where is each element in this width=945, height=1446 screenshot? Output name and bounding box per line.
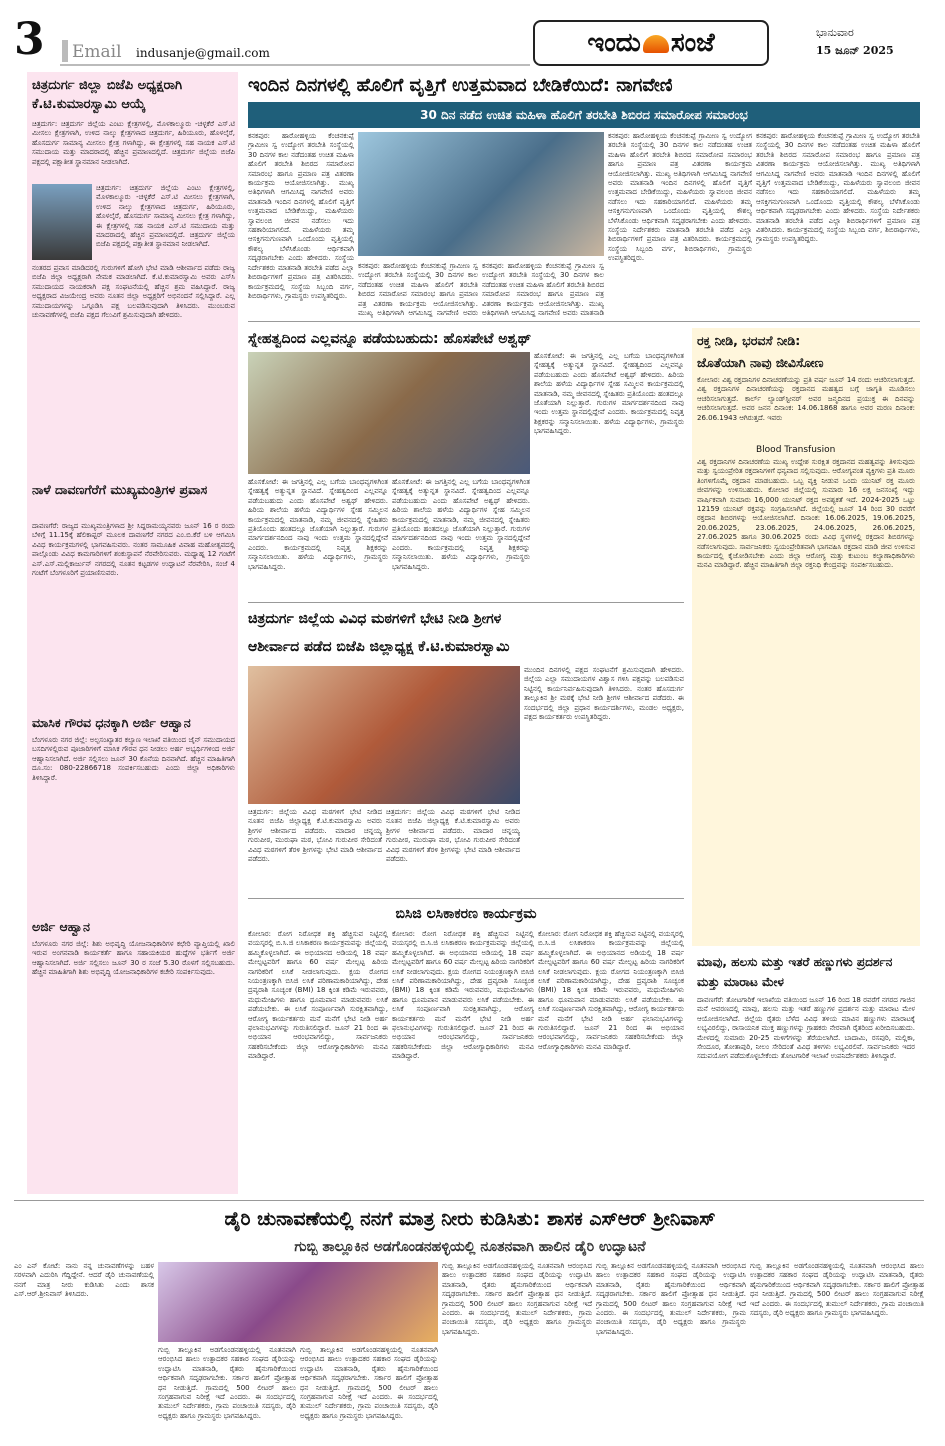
- vaccine-story-title: ಬಿಸಿಜಿ ಲಸಿಕಾಕರಣ ಕಾರ್ಯಕ್ರಮ: [395, 906, 537, 922]
- bottom-story-title: ಡೈರಿ ಚುನಾವಣೆಯಲ್ಲಿ ನನಗೆ ಮಾತ್ರ ನೀರು ಕುಡಿಸಿತು: ಶಾಸಕ ಎಸ್‌ಆರ್ ಶ್ರೀನಿವಾಸ್: [224, 1208, 716, 1230]
- math-story-title-1: ಚಿತ್ರದುರ್ಗ ಜಿಲ್ಲೆಯ ವಿವಿಧ ಮಠಗಳಿಗೆ ಭೇಟಿ ನೀಡಿ ಶ್ರೀಗಳ: [248, 611, 502, 627]
- story4-body: ಬೆಂಗಳೂರು ನಗರ ಜಿಲ್ಲೆ: ಶಿಶು ಅಭಿವೃದ್ಧಿ ಯೋಜನಾಧಿಕಾರಿಗಳ ಕಛೇರಿ ವ್ಯಾಪ್ತಿಯಲ್ಲಿ ಖಾಲಿ ಇರುವ ಅಂಗನವಾಡಿ ಕಾರ್ಯಕರ್ತೆ ಹಾಗೂ ಸಹಾಯಕಿಯರ ಹುದ್ದೆಗಳ ಭರ್ತಿಗೆ ಅರ್ಜಿ ಆಹ್ವಾನಿಸಲಾಗಿದೆ. ಅರ್ಜಿ ಸಲ್ಲಿಸಲು ಜೂನ್ 30 ರ ಸಂಜೆ 5.30 ರೊಳಗೆ ಸಲ್ಲಿಸಬಹುದು. ಹೆಚ್ಚಿನ ಮಾಹಿತಿಗಾಗಿ ಶಿಶು ಅಭಿವೃದ್ಧಿ ಯೋಜನಾಧಿಕಾರಿಗಳ ಕಚೇರಿ ಸಂಪರ್ಕಿಸುವುದು.: [32, 940, 235, 977]
- story1-body-side: ಚಿತ್ರದುರ್ಗ: ಚಿತ್ರದುರ್ಗ ಜಿಲ್ಲೆಯ ಎಂಟು ಕ್ಷೇತ್ರಗಳಲ್ಲಿ, ಮೊಳಕಾಲ್ಮೂರು -ಚಳ್ಳಕೆರೆ ಎಸ್.ಟಿ ಮೀಸಲು ಕ್ಷೇತ್ರಗಳಾಗಿ, ಉಳಿದ ನಾಲ್ಕು ಕ್ಷೇತ್ರಗಳಾದ ಚಿತ್ರದುರ್ಗ, ಹಿರಿಯೂರು, ಹೊಳಲ್ಕೆರೆ, ಹೊಸದುರ್ಗ ಸಾಮಾನ್ಯ ಮೀಸಲು ಕ್ಷೇತ್ರ ಗಳಾಗಿದ್ದು, ಈ ಕ್ಷೇತ್ರಗಳಲ್ಲಿ ಸಹ ನಾಯಕ ಎಸ್.ಟಿ ಸಮುದಾಯ ಮತ್ತು ಮಾದರಾದಲ್ಲಿ ಹೆಚ್ಚಿನ ಪ್ರಮಾಣದಲ್ಲಿದೆ. ಚಿತ್ರದುರ್ಗ ಜಿಲ್ಲೆಯ ಬಿಜೆಪಿ ಪಕ್ಷದಲ್ಲಿ ಪಕ್ಷಾತೀತ ಸ್ಥಾನಮಾನ ನೀಡಲಾಗಿದೆ.: [96, 184, 235, 249]
- masthead-right: ಸಂಜೆ: [670, 28, 715, 58]
- math-story-rule: [248, 602, 684, 603]
- header-rule: [60, 64, 530, 66]
- math-story-col2: ಚಿತ್ರದುರ್ಗ: ಜಿಲ್ಲೆಯ ವಿವಿಧ ಮಠಗಳಿಗೆ ಭೇಟಿ ನೀಡಿದ ನೂತನ ಬಿಜೆಪಿ ಜಿಲ್ಲಾಧ್ಯಕ್ಷ ಕೆ.ಟಿ.ಕುಮಾರಸ್ವಾಮಿ ಅವರು ಶ್ರೀಗಳ ಆಶೀರ್ವಾದ ಪಡೆದರು. ಮಾದಾರ ಚನ್ನಯ್ಯ ಗುರುಪೀಠ, ಮುರುಘಾ ಮಠ, ಭೋವಿ ಗುರುಪೀಠ ಸೇರಿದಂತೆ ವಿವಿಧ ಮಠಗಳಿಗೆ ತೆರಳಿ ಶ್ರೀಗಳನ್ನು ಭೇಟಿ ಮಾಡಿ ಆಶೀರ್ವಾದ ಪಡೆದರು.: [386, 808, 520, 864]
- blood-story-title-2: ಜೊತೆಯಾಗಿ ನಾವು ಜೀವಿಸೋಣ: [697, 355, 824, 370]
- story1-title: ಚಿತ್ರದುರ್ಗ ಜಿಲ್ಲಾ ಬಿಜೆಪಿ ಅಧ್ಯಕ್ಷರಾಗಿ ಕೆ.ಟಿ.ಕುಮಾರಸ್ವಾಮಿ ಆಯ್ಕೆ: [32, 78, 183, 112]
- mid-story-col2: ಹೊಸಕೋಟೆ: ಈ ಜಗತ್ತಿನಲ್ಲಿ ಎಲ್ಲ ಬಗೆಯ ಬಾಂಧವ್ಯಗಳಿಗಿಂತ ಸ್ನೇಹತ್ವಕ್ಕೆ ಅತ್ಯುನ್ನತ ಸ್ಥಾನವಿದೆ. ಸ್ನೇಹತ್ವದಿಂದ ಎಲ್ಲವನ್ನೂ ಪಡೆಯಬಹುದು ಎಂದು ಹೊಸಪೇಟೆ ಅಶ್ವಥ್ ಹೇಳಿದರು. ಹಿರಿಯ ಶಾಲೆಯ ಹಳೆಯ ವಿದ್ಯಾರ್ಥಿಗಳ ಸ್ನೇಹ ಸಮ್ಮಿಲನ ಕಾರ್ಯಕ್ರಮದಲ್ಲಿ ಮಾತನಾಡಿ, ನಮ್ಮ ಜೀವನದಲ್ಲಿ ಸ್ನೇಹಿತರು ಪ್ರತಿಯೊಂದು ಹಂತದಲ್ಲೂ ಜೊತೆಯಾಗಿ ನಿಲ್ಲುತ್ತಾರೆ. ಗುರುಗಳ ಮಾರ್ಗದರ್ಶನದಿಂದ ನಾವು ಇಂದು ಉತ್ತಮ ಸ್ಥಾನದಲ್ಲಿದ್ದೇವೆ ಎಂದರು. ಕಾರ್ಯಕ್ರಮದಲ್ಲಿ ನಿವೃತ್ತ ಶಿಕ್ಷಕರನ್ನು ಸನ್ಮಾನಿಸಲಾಯಿತು. ಹಳೆಯ ವಿದ್ಯಾರ್ಥಿಗಳು, ಗ್ರಾಮಸ್ಥರು ಭಾಗವಹಿಸಿದ್ದರು.: [392, 478, 530, 571]
- mid-story-col1: ಹೊಸಕೋಟೆ: ಈ ಜಗತ್ತಿನಲ್ಲಿ ಎಲ್ಲ ಬಗೆಯ ಬಾಂಧವ್ಯಗಳಿಗಿಂತ ಸ್ನೇಹತ್ವಕ್ಕೆ ಅತ್ಯುನ್ನತ ಸ್ಥಾನವಿದೆ. ಸ್ನೇಹತ್ವದಿಂದ ಎಲ್ಲವನ್ನೂ ಪಡೆಯಬಹುದು ಎಂದು ಹೊಸಪೇಟೆ ಅಶ್ವಥ್ ಹೇಳಿದರು. ಹಿರಿಯ ಶಾಲೆಯ ಹಳೆಯ ವಿದ್ಯಾರ್ಥಿಗಳ ಸ್ನೇಹ ಸಮ್ಮಿಲನ ಕಾರ್ಯಕ್ರಮದಲ್ಲಿ ಮಾತನಾಡಿ, ನಮ್ಮ ಜೀವನದಲ್ಲಿ ಸ್ನೇಹಿತರು ಪ್ರತಿಯೊಂದು ಹಂತದಲ್ಲೂ ಜೊತೆಯಾಗಿ ನಿಲ್ಲುತ್ತಾರೆ. ಗುರುಗಳ ಮಾರ್ಗದರ್ಶನದಿಂದ ನಾವು ಇಂದು ಉತ್ತಮ ಸ್ಥಾನದಲ್ಲಿದ್ದೇವೆ ಎಂದರು. ಕಾರ್ಯಕ್ರಮದಲ್ಲಿ ನಿವೃತ್ತ ಶಿಕ್ಷಕರನ್ನು ಸನ್ಮಾನಿಸಲಾಯಿತು. ಹಳೆಯ ವಿದ್ಯಾರ್ಥಿಗಳು, ಗ್ರಾಮಸ್ಥರು ಭಾಗವಹಿಸಿದ್ದರು.: [248, 478, 388, 571]
- bottom-story-col6: ಗುಬ್ಬಿ ತಾಲ್ಲೂಕಿನ ಅಡಗೊಂಡನಹಳ್ಳಿಯಲ್ಲಿ ನೂತನವಾಗಿ ಆರಂಭಿಸಿದ ಹಾಲು ಉತ್ಪಾದಕರ ಸಹಕಾರ ಸಂಘದ ಡೈರಿಯನ್ನು ಉದ್ಘಾಟಿಸಿ ಮಾತನಾಡಿ, ರೈತರು ಹೈನುಗಾರಿಕೆಯಿಂದ ಆರ್ಥಿಕವಾಗಿ ಸದೃಢರಾಗಬೇಕು. ಸರ್ಕಾರ ಹಾಲಿಗೆ ಪ್ರೋತ್ಸಾಹ ಧನ ನೀಡುತ್ತಿದೆ. ಗ್ರಾಮದಲ್ಲಿ 500 ಲೀಟರ್ ಹಾಲು ಸಂಗ್ರಹವಾಗುವ ನಿರೀಕ್ಷೆ ಇದೆ ಎಂದರು. ಈ ಸಂದರ್ಭದಲ್ಲಿ ತುಮುಲ್ ನಿರ್ದೇಶಕರು, ಗ್ರಾಮ ಪಂಚಾಯಿತಿ ಸದಸ್ಯರು, ಡೈರಿ ಅಧ್ಯಕ್ಷರು ಹಾಗೂ ಗ್ರಾಮಸ್ಥರು ಭಾಗವಹಿಸಿದ್ದರು.: [750, 1262, 924, 1318]
- bottom-story-col1: ಎಂ ಎನ್ ಕೋಟೆ: ನಾನು ನನ್ನ ಚುನಾವಣೆಗಳನ್ನು ಬಹಳ ಸರಳವಾಗಿ ಎದುರಿಸಿ ಗೆದ್ದಿದ್ದೇನೆ. ಆದರೆ ಡೈರಿ ಚುನಾವಣೆಯಲ್ಲಿ ನನಗೆ ಮಾತ್ರ ನೀರು ಕುಡಿಸಿತು ಎಂದು ಶಾಸಕ ಎಸ್.ಆರ್.ಶ್ರೀನಿವಾಸ್ ತಿಳಿಸಿದರು.: [14, 1262, 154, 1299]
- vaccine-story-rule: [248, 898, 684, 899]
- blood-story-body: ವಿಶ್ವ ರಕ್ತದಾನಿಗಳ ದಿನಾಚರಣೆಯ ಮುಖ್ಯ ಉದ್ದೇಶ ಸುರಕ್ಷಿತ ರಕ್ತದಾನದ ಮಹತ್ವವನ್ನು ತಿಳಿಸುವುದು ಮತ್ತು ಸ್ವಯಂಪ್ರೇರಿತ ರಕ್ತದಾನಿಗಳಿಗೆ ಧನ್ಯವಾದ ಸಲ್ಲಿಸುವುದು. ಆರೋಗ್ಯವಂತ ವ್ಯಕ್ತಿಗಳು ಪ್ರತಿ ಮೂರು ತಿಂಗಳಿಗೊಮ್ಮೆ ರಕ್ತದಾನ ಮಾಡಬಹುದು. ಒಬ್ಬ ವ್ಯಕ್ತಿ ನೀಡುವ ಒಂದು ಯುನಿಟ್ ರಕ್ತ ಮೂರು ಜೀವಗಳನ್ನು ಉಳಿಸಬಹುದು. ಕೋಲಾರ ಜಿಲ್ಲೆಯಲ್ಲಿ ಸುಮಾರು 16 ಲಕ್ಷ ಜನಸಂಖ್ಯೆ ಇದ್ದು ವಾರ್ಷಿಕವಾಗಿ ಸುಮಾರು 16,000 ಯುನಿಟ್ ರಕ್ತದ ಅವಶ್ಯಕತೆ ಇದೆ. 2024-2025 ಒಟ್ಟು 12159 ಯುನಿಟ್ ರಕ್ತವನ್ನು ಸಂಗ್ರಹಿಸಲಾಗಿದೆ. ಜಿಲ್ಲೆಯಲ್ಲಿ ಜೂನ್ 14 ರಿಂದ 30 ರವರೆಗೆ ರಕ್ತದಾನ ಶಿಬಿರಗಳನ್ನು ಆಯೋಜಿಸಲಾಗಿದೆ. ದಿನಾಂಕ: 16.06.2025, 19.06.2025, 20.06.2025, 23.06.2025, 24.06.2025, 26.06.2025, 27.06.2025 ಹಾಗೂ 30.06.2025 ರಂದು ವಿವಿಧ ಸ್ಥಳಗಳಲ್ಲಿ ರಕ್ತದಾನ ಶಿಬಿರಗಳನ್ನು ನಡೆಸಲಾಗುವುದು. ಸಾರ್ವಜನಿಕರು ಸ್ವಯಂಪ್ರೇರಿತವಾಗಿ ಭಾಗವಹಿಸಿ ರಕ್ತದಾನ ಮಾಡಿ ಜೀವ ಉಳಿಸುವ ಕಾರ್ಯದಲ್ಲಿ ಕೈಜೋಡಿಸಬೇಕು ಎಂದು ಜಿಲ್ಲಾ ಆರೋಗ್ಯ ಮತ್ತು ಕುಟುಂಬ ಕಲ್ಯಾಣಾಧಿಕಾರಿಗಳು ಮನವಿ ಮಾಡಿದ್ದಾರೆ. ಹೆಚ್ಚಿನ ಮಾಹಿತಿಗಾಗಿ ಜಿಲ್ಲಾ ರಕ್ತನಿಧಿ ಕೇಂದ್ರವನ್ನು ಸಂಪರ್ಕಿಸಬಹುದು.: [697, 458, 915, 570]
- blood-transfusion-label: Blood Transfusion: [756, 445, 836, 455]
- top-story-title: ಇಂದಿನ ದಿನಗಳಲ್ಲಿ ಹೊಲಿಗೆ ವೃತ್ತಿಗೆ ಉತ್ತಮವಾದ ಬೇಡಿಕೆಯಿದೆ: ನಾಗವೇಣಿ: [248, 75, 673, 96]
- top-story-col1: ಕನಕಪುರ: ಹಾರೋಹಳ್ಳಿಯ ಕೆಂಚನಕುಪ್ಪೆ ಗ್ರಾಮೀಣ ಸ್ವ ಉದ್ಯೋಗ ತರಬೇತಿ ಸಂಸ್ಥೆಯಲ್ಲಿ 30 ದಿನಗಳ ಕಾಲ ನಡೆದಂತಹ ಉಚಿತ ಮಹಿಳಾ ಹೊಲಿಗೆ ತರಬೇತಿ ಶಿಬಿರದ ಸಮಾರೋಪ ಸಮಾರಂಭ ಹಾಗೂ ಪ್ರಮಾಣ ಪತ್ರ ವಿತರಣಾ ಕಾರ್ಯಕ್ರಮ ಆಯೋಜಿಸಲಾಗಿತ್ತು. ಮುಖ್ಯ ಅತಿಥಿಗಳಾಗಿ ಆಗಮಿಸಿದ್ದ ನಾಗವೇಣಿ ಅವರು ಮಾತನಾಡಿ ಇಂದಿನ ದಿನಗಳಲ್ಲಿ ಹೊಲಿಗೆ ವೃತ್ತಿಗೆ ಉತ್ತಮವಾದ ಬೇಡಿಕೆಯಿದ್ದು, ಮಹಿಳೆಯರು ಸ್ವಾವಲಂಬಿ ಜೀವನ ನಡೆಸಲು ಇದು ಸಹಕಾರಿಯಾಗಲಿದೆ. ಮಹಿಳೆಯರು ತಮ್ಮ ಆಸಕ್ತಿಗನುಗುಣವಾಗಿ ಒಂದೊಂದು ವೃತ್ತಿಯಲ್ಲಿ ಕೌಶಲ್ಯ ಬೆಳೆಸಿಕೊಂಡು ಆರ್ಥಿಕವಾಗಿ ಸದೃಢರಾಗಬೇಕು ಎಂದು ಹೇಳಿದರು. ಸಂಸ್ಥೆಯ ನಿರ್ದೇಶಕರು ಮಾತನಾಡಿ ತರಬೇತಿ ಪಡೆದ ಎಲ್ಲಾ ಶಿಬಿರಾರ್ಥಿಗಳಿಗೆ ಪ್ರಮಾಣ ಪತ್ರ ವಿತರಿಸಿದರು. ಕಾರ್ಯಕ್ರಮದಲ್ಲಿ ಸಂಸ್ಥೆಯ ಸಿಬ್ಬಂದಿ ವರ್ಗ, ಶಿಬಿರಾರ್ಥಿಗಳು, ಗ್ರಾಮಸ್ಥರು ಉಪಸ್ಥಿತರಿದ್ದರು.: [248, 132, 354, 300]
- top-story-col2: ಕನಕಪುರ: ಹಾರೋಹಳ್ಳಿಯ ಕೆಂಚನಕುಪ್ಪೆ ಗ್ರಾಮೀಣ ಸ್ವ ಉದ್ಯೋಗ ತರಬೇತಿ ಸಂಸ್ಥೆಯಲ್ಲಿ 30 ದಿನಗಳ ಕಾಲ ನಡೆದಂತಹ ಉಚಿತ ಮಹಿಳಾ ಹೊಲಿಗೆ ತರಬೇತಿ ಶಿಬಿರದ ಸಮಾರೋಪ ಸಮಾರಂಭ ಹಾಗೂ ಪ್ರಮಾಣ ಪತ್ರ ವಿತರಣಾ ಕಾರ್ಯಕ್ರಮ ಆಯೋಜಿಸಲಾಗಿತ್ತು. ಮುಖ್ಯ ಅತಿಥಿಗಳಾಗಿ ಆಗಮಿಸಿದ್ದ ನಾಗವೇಣಿ ಅವರು: [358, 262, 478, 318]
- sun-logo-icon: [643, 35, 669, 53]
- story1-portrait-photo: [32, 184, 92, 260]
- bottom-story-subtitle: ಗುಬ್ಬಿ ತಾಲ್ಲೂಕಿನ ಅಡಗೊಂಡನಹಳ್ಳಿಯಲ್ಲಿ ನೂತನವಾಗಿ ಹಾಲಿನ ಡೈರಿ ಉದ್ಘಾಟನೆ: [294, 1239, 646, 1255]
- story2-body: ದಾವಣಗೆರೆ: ರಾಜ್ಯದ ಮುಖ್ಯಮಂತ್ರಿಗಳಾದ ಶ್ರೀ ಸಿದ್ದರಾಮಯ್ಯನವರು ಜೂನ್ 16 ರ ರಂದು ಬೆಳಿಗ್ಗೆ 11.15ಕ್ಕೆ ಹೆಲಿಕಾಪ್ಟರ್ ಮೂಲಕ ದಾವಣಗೆರೆ ನಗರದ ಎಂ.ಬಿ.ಕೆರೆ ಬಳಿ ಆಗಮಿಸಿ ವಿವಿಧ ಕಾರ್ಯಕ್ರಮಗಳಲ್ಲಿ ಭಾಗವಹಿಸುವರು. ನಂತರ ಸಾಮೂಹಿಕ ವಿವಾಹ ಮಹೋತ್ಸವದಲ್ಲಿ ಪಾಲ್ಗೊಂಡು ವಿವಿಧ ಕಾಮಗಾರಿಗಳಿಗೆ ಶಂಕುಸ್ಥಾಪನೆ ನೆರವೇರಿಸುವರು. ಮಧ್ಯಾಹ್ನ 12 ಗಂಟೆಗೆ ಎಸ್.ಎಸ್.ಮಲ್ಲಿಕಾರ್ಜುನ್ ನಗರದಲ್ಲಿ ನೂತನ ಕಟ್ಟಡಗಳ ಉದ್ಘಾಟನೆ ನೆರವೇರಿಸಿ, ಸಂಜೆ 4 ಗಂಟೆಗೆ ಬೆಂಗಳೂರಿಗೆ ಪ್ರಯಾಣಿಸುವರು.: [32, 522, 235, 578]
- bottom-story-photo: [158, 1262, 438, 1342]
- story2-title: ನಾಳೆ ದಾವಣಗೆರೆಗೆ ಮುಖ್ಯಮಂತ್ರಿಗಳ ಪ್ರವಾಸ: [32, 482, 208, 497]
- email-label: Email: [72, 42, 122, 62]
- top-story-rule: [248, 321, 920, 322]
- page-number: 3: [14, 18, 45, 65]
- masthead: [533, 20, 769, 66]
- blood-story-intro: ಕೋಲಾರ: ವಿಶ್ವ ರಕ್ತದಾನಿಗಳ ದಿನಾಚರಣೆಯನ್ನು ಪ್ರತಿ ವರ್ಷ ಜೂನ್ 14 ರಂದು ಆಚರಿಸಲಾಗುತ್ತದೆ. ವಿಶ್ವ ರಕ್ತದಾನಿಗಳ ದಿನಾಚರಣೆಯನ್ನು ರಕ್ತದಾನದ ಮಹತ್ವದ ಬಗ್ಗೆ ಜಾಗೃತಿ ಮೂಡಿಸಲು ಆಚರಿಸಲಾಗುತ್ತದೆ. ಕಾರ್ಲ್ ಲ್ಯಾಂಡ್‌ಸ್ಟೀನರ್ ಅವರ ಜನ್ಮದಿನದ ಪ್ರಯುಕ್ತ ಈ ದಿನವನ್ನು ಆಚರಿಸಲಾಗುತ್ತದೆ. ಅವರ ಜನನ ದಿನಾಂಕ: 14.06.1868 ಹಾಗೂ ಅವರ ಮರಣ ದಿನಾಂಕ: 26.06.1943 ಆಗಿರುತ್ತದೆ. ಇವರು: [697, 376, 915, 422]
- vaccine-story-col2: ಕೋಲಾರ: ರೋಗ ನಿರೋಧಕ ಶಕ್ತಿ ಹೆಚ್ಚಿಸುವ ನಿಟ್ಟಿನಲ್ಲಿ ವಯಸ್ಕರಲ್ಲಿ ಬಿ.ಸಿ.ಜಿ ಲಸಿಕಾಕರಣ ಕಾರ್ಯಕ್ರಮವನ್ನು ಜಿಲ್ಲೆಯಲ್ಲಿ ಹಮ್ಮಿಕೊಳ್ಳಲಾಗಿದೆ. ಈ ಅಭಿಯಾನದ ಅಡಿಯಲ್ಲಿ 18 ವರ್ಷ ಮೇಲ್ಪಟ್ಟವರಿಗೆ ಹಾಗೂ 60 ವರ್ಷ ಮೇಲ್ಪಟ್ಟ ಹಿರಿಯ ನಾಗರಿಕರಿಗೆ ಲಸಿಕೆ ನೀಡಲಾಗುವುದು. ಕ್ಷಯ ರೋಗದ ನಿಯಂತ್ರಣಕ್ಕಾಗಿ ಬಿಸಿಜಿ ಲಸಿಕೆ ಪರಿಣಾಮಕಾರಿಯಾಗಿದ್ದು, ದೇಹ ದ್ರವ್ಯರಾಶಿ ಸೂಚ್ಯಂಕ (BMI) 18 ಕ್ಕಿಂತ ಕಡಿಮೆ ಇರುವವರು, ಮಧುಮೇಹಿಗಳು ಹಾಗೂ ಧೂಮಪಾನ ಮಾಡುವವರು ಲಸಿಕೆ ಪಡೆಯಬೇಕು. ಈ ಲಸಿಕೆ ಸಂಪೂರ್ಣವಾಗಿ ಸುರಕ್ಷಿತವಾಗಿದ್ದು, ಆರೋಗ್ಯ ಕಾರ್ಯಕರ್ತರು ಮನೆ ಮನೆಗೆ ಭೇಟಿ ನೀಡಿ ಅರ್ಹ ಫಲಾನುಭವಿಗಳನ್ನು ಗುರುತಿಸಲಿದ್ದಾರೆ. ಜೂನ್ 21 ರಿಂದ ಈ ಅಭಿಯಾನ ಆರಂಭವಾಗಲಿದ್ದು, ಸಾರ್ವಜನಿಕರು ಸಹಕರಿಸಬೇಕೆಂದು ಜಿಲ್ಲಾ ಆರೋಗ್ಯಾಧಿಕಾರಿಗಳು ಮನವಿ ಮಾಡಿದ್ದಾರೆ.: [392, 930, 534, 1061]
- vaccine-story-col1: ಕೋಲಾರ: ರೋಗ ನಿರೋಧಕ ಶಕ್ತಿ ಹೆಚ್ಚಿಸುವ ನಿಟ್ಟಿನಲ್ಲಿ ವಯಸ್ಕರಲ್ಲಿ ಬಿ.ಸಿ.ಜಿ ಲಸಿಕಾಕರಣ ಕಾರ್ಯಕ್ರಮವನ್ನು ಜಿಲ್ಲೆಯಲ್ಲಿ ಹಮ್ಮಿಕೊಳ್ಳಲಾಗಿದೆ. ಈ ಅಭಿಯಾನದ ಅಡಿಯಲ್ಲಿ 18 ವರ್ಷ ಮೇಲ್ಪಟ್ಟವರಿಗೆ ಹಾಗೂ 60 ವರ್ಷ ಮೇಲ್ಪಟ್ಟ ಹಿರಿಯ ನಾಗರಿಕರಿಗೆ ಲಸಿಕೆ ನೀಡಲಾಗುವುದು. ಕ್ಷಯ ರೋಗದ ನಿಯಂತ್ರಣಕ್ಕಾಗಿ ಬಿಸಿಜಿ ಲಸಿಕೆ ಪರಿಣಾಮಕಾರಿಯಾಗಿದ್ದು, ದೇಹ ದ್ರವ್ಯರಾಶಿ ಸೂಚ್ಯಂಕ (BMI) 18 ಕ್ಕಿಂತ ಕಡಿಮೆ ಇರುವವರು, ಮಧುಮೇಹಿಗಳು ಹಾಗೂ ಧೂಮಪಾನ ಮಾಡುವವರು ಲಸಿಕೆ ಪಡೆಯಬೇಕು. ಈ ಲಸಿಕೆ ಸಂಪೂರ್ಣವಾಗಿ ಸುರಕ್ಷಿತವಾಗಿದ್ದು, ಆರೋಗ್ಯ ಕಾರ್ಯಕರ್ತರು ಮನೆ ಮನೆಗೆ ಭೇಟಿ ನೀಡಿ ಅರ್ಹ ಫಲಾನುಭವಿಗಳನ್ನು ಗುರುತಿಸಲಿದ್ದಾರೆ. ಜೂನ್ 21 ರಿಂದ ಈ ಅಭಿಯಾನ ಆರಂಭವಾಗಲಿದ್ದು, ಸಾರ್ವಜನಿಕರು ಸಹಕರಿಸಬೇಕೆಂದು ಜಿಲ್ಲಾ ಆರೋಗ್ಯಾಧಿಕಾರಿಗಳು ಮನವಿ ಮಾಡಿದ್ದಾರೆ.: [248, 930, 388, 1061]
- top-story-subtitle: 30 ದಿನ ನಡೆದ ಉಚಿತ ಮಹಿಳಾ ಹೊಲಿಗೆ ತರಬೇತಿ ಶಿಬಿರದ ಸಮಾರೋಪ ಸಮಾರಂಭ: [248, 102, 920, 128]
- math-story-title-2: ಆಶೀರ್ವಾದ ಪಡೆದ ಬಿಜೆಪಿ ಜಿಲ್ಲಾಧ್ಯಕ್ಷ ಕೆ.ಟಿ.ಕುಮಾರಸ್ವಾಮಿ: [248, 639, 510, 655]
- masthead-left: ಇಂದು: [587, 28, 641, 58]
- top-story-photo: [358, 132, 604, 256]
- bottom-story-col2: ಗುಬ್ಬಿ ತಾಲ್ಲೂಕಿನ ಅಡಗೊಂಡನಹಳ್ಳಿಯಲ್ಲಿ ನೂತನವಾಗಿ ಆರಂಭಿಸಿದ ಹಾಲು ಉತ್ಪಾದಕರ ಸಹಕಾರ ಸಂಘದ ಡೈರಿಯನ್ನು ಉದ್ಘಾಟಿಸಿ ಮಾತನಾಡಿ, ರೈತರು ಹೈನುಗಾರಿಕೆಯಿಂದ ಆರ್ಥಿಕವಾಗಿ ಸದೃಢರಾಗಬೇಕು. ಸರ್ಕಾರ ಹಾಲಿಗೆ ಪ್ರೋತ್ಸಾಹ ಧನ ನೀಡುತ್ತಿದೆ. ಗ್ರಾಮದಲ್ಲಿ 500 ಲೀಟರ್ ಹಾಲು ಸಂಗ್ರಹವಾಗುವ ನಿರೀಕ್ಷೆ ಇದೆ ಎಂದರು. ಈ ಸಂದರ್ಭದಲ್ಲಿ ತುಮುಲ್ ನಿರ್ದೇಶಕರು, ಗ್ರಾಮ ಪಂಚಾಯಿತಿ ಸದಸ್ಯರು, ಡೈರಿ ಅಧ್ಯಕ್ಷರು ಹಾಗೂ ಗ್ರಾಮಸ್ಥರು ಭಾಗವಹಿಸಿದ್ದರು.: [158, 1346, 296, 1420]
- story1-body: ನಂತರದ ಪ್ರವಾಸ ಮಾಡಿದರಲ್ಲಿ ಗುರುಗಳಿಗೆ ಹೋಗಿ ಭೇಟಿ ಮಾಡಿ ಆಶೀರ್ವಾದ ಪಡೆದು ರಾಜ್ಯ ಬಿಜೆಪಿ ಜಿಲ್ಲಾ ಅಧ್ಯಕ್ಷರಾಗಿ ನೇಮಕ ಮಾಡಲಾಗಿದೆ. ಕೆ.ಟಿ.ಕುಮಾರಸ್ವಾಮಿ ಅವರು ಎಸ್‌ಸಿ ಸಮುದಾಯದ ನಾಯಕರಾಗಿ ಪಕ್ಷ ಸಂಘಟನೆಯಲ್ಲಿ ಹೆಚ್ಚಿನ ಶ್ರಮ ವಹಿಸಿದ್ದಾರೆ. ರಾಜ್ಯ ಅಧ್ಯಕ್ಷರಾದ ವಿಜಯೇಂದ್ರ ಅವರು ನೂತನ ಜಿಲ್ಲಾ ಅಧ್ಯಕ್ಷರಿಗೆ ಅಭಿನಂದನೆ ಸಲ್ಲಿಸಿದ್ದಾರೆ. ಎಲ್ಲ ಸಮುದಾಯಗಳನ್ನು ಒಗ್ಗೂಡಿಸಿ ಪಕ್ಷ ಬಲಪಡಿಸುವುದಾಗಿ ತಿಳಿಸಿದರು. ಮುಂಬರುವ ಚುನಾವಣೆಗಳಲ್ಲಿ ಬಿಜೆಪಿ ಪಕ್ಷದ ಗೆಲುವಿಗೆ ಶ್ರಮಿಸುವುದಾಗಿ ಹೇಳಿದರು.: [32, 264, 235, 320]
- email-link[interactable]: indusanje@gmail.com: [136, 46, 270, 60]
- top-story-col4: ಕನಕಪುರ: ಹಾರೋಹಳ್ಳಿಯ ಕೆಂಚನಕುಪ್ಪೆ ಗ್ರಾಮೀಣ ಸ್ವ ಉದ್ಯೋಗ ತರಬೇತಿ ಸಂಸ್ಥೆಯಲ್ಲಿ 30 ದಿನಗಳ ಕಾಲ ನಡೆದಂತಹ ಉಚಿತ ಮಹಿಳಾ ಹೊಲಿಗೆ ತರಬೇತಿ ಶಿಬಿರದ ಸಮಾರೋಪ ಸಮಾರಂಭ ಹಾಗೂ ಪ್ರಮಾಣ ಪತ್ರ ವಿತರಣಾ ಕಾರ್ಯಕ್ರಮ ಆಯೋಜಿಸಲಾಗಿತ್ತು. ಮುಖ್ಯ ಅತಿಥಿಗಳಾಗಿ ಆಗಮಿಸಿದ್ದ ನಾಗವೇಣಿ ಅವರು ಮಾತನಾಡಿ ಇಂದಿನ ದಿನಗಳಲ್ಲಿ ಹೊಲಿಗೆ ವೃತ್ತಿಗೆ ಉತ್ತಮವಾದ ಬೇಡಿಕೆಯಿದ್ದು, ಮಹಿಳೆಯರು ಸ್ವಾವಲಂಬಿ ಜೀವನ ನಡೆಸಲು ಇದು ಸಹಕಾರಿಯಾಗಲಿದೆ. ಮಹಿಳೆಯರು ತಮ್ಮ ಆಸಕ್ತಿಗನುಗುಣವಾಗಿ ಒಂದೊಂದು ವೃತ್ತಿಯಲ್ಲಿ ಕೌಶಲ್ಯ ಬೆಳೆಸಿಕೊಂಡು ಆರ್ಥಿಕವಾಗಿ ಸದೃಢರಾಗಬೇಕು ಎಂದು ಹೇಳಿದರು. ಸಂಸ್ಥೆಯ ನಿರ್ದೇಶಕರು ಮಾತನಾಡಿ ತರಬೇತಿ ಪಡೆದ ಎಲ್ಲಾ ಶಿಬಿರಾರ್ಥಿಗಳಿಗೆ ಪ್ರಮಾಣ ಪತ್ರ ವಿತರಿಸಿದರು. ಕಾರ್ಯಕ್ರಮದಲ್ಲಿ ಸಂಸ್ಥೆಯ ಸಿಬ್ಬಂದಿ ವರ್ಗ, ಶಿಬಿರಾರ್ಥಿಗಳು, ಗ್ರಾಮಸ್ಥರು ಉಪಸ್ಥಿತರಿದ್ದರು.: [608, 132, 752, 263]
- mid-story-photo: [248, 352, 530, 474]
- bottom-story-col5: ಗುಬ್ಬಿ ತಾಲ್ಲೂಕಿನ ಅಡಗೊಂಡನಹಳ್ಳಿಯಲ್ಲಿ ನೂತನವಾಗಿ ಆರಂಭಿಸಿದ ಹಾಲು ಉತ್ಪಾದಕರ ಸಹಕಾರ ಸಂಘದ ಡೈರಿಯನ್ನು ಉದ್ಘಾಟಿಸಿ ಮಾತನಾಡಿ, ರೈತರು ಹೈನುಗಾರಿಕೆಯಿಂದ ಆರ್ಥಿಕವಾಗಿ ಸದೃಢರಾಗಬೇಕು. ಸರ್ಕಾರ ಹಾಲಿಗೆ ಪ್ರೋತ್ಸಾಹ ಧನ ನೀಡುತ್ತಿದೆ. ಗ್ರಾಮದಲ್ಲಿ 500 ಲೀಟರ್ ಹಾಲು ಸಂಗ್ರಹವಾಗುವ ನಿರೀಕ್ಷೆ ಇದೆ ಎಂದರು. ಈ ಸಂದರ್ಭದಲ್ಲಿ ತುಮುಲ್ ನಿರ್ದೇಶಕರು, ಗ್ರಾಮ ಪಂಚಾಯಿತಿ ಸದಸ್ಯರು, ಡೈರಿ ಅಧ್ಯಕ್ಷರು ಹಾಗೂ ಗ್ರಾಮಸ್ಥರು ಭಾಗವಹಿಸಿದ್ದರು.: [596, 1262, 746, 1336]
- math-story-col3: ಮುಂದಿನ ದಿನಗಳಲ್ಲಿ ಪಕ್ಷದ ಸಂಘಟನೆಗೆ ಶ್ರಮಿಸುವುದಾಗಿ ಹೇಳಿದರು. ಜಿಲ್ಲೆಯ ಎಲ್ಲಾ ಸಮುದಾಯಗಳ ವಿಶ್ವಾಸ ಗಳಿಸಿ ಪಕ್ಷವನ್ನು ಬಲಪಡಿಸುವ ನಿಟ್ಟಿನಲ್ಲಿ ಕಾರ್ಯನಿರ್ವಹಿಸುವುದಾಗಿ ತಿಳಿಸಿದರು. ನಂತರ ಹೊಸದುರ್ಗ ತಾಲ್ಲೂಕಿನ ಶ್ರೀ ಮಠಕ್ಕೆ ಭೇಟಿ ನೀಡಿ ಶ್ರೀಗಳ ಆಶೀರ್ವಾದ ಪಡೆದರು. ಈ ಸಂದರ್ಭದಲ್ಲಿ ಜಿಲ್ಲಾ ಪ್ರಧಾನ ಕಾರ್ಯದರ್ಶಿಗಳು, ಮಂಡಲ ಅಧ್ಯಕ್ಷರು, ಪಕ್ಷದ ಕಾರ್ಯಕರ್ತರು ಉಪಸ್ಥಿತರಿದ್ದರು.: [524, 666, 684, 722]
- story1-intro: ಚಿತ್ರದುರ್ಗ: ಚಿತ್ರದುರ್ಗ ಜಿಲ್ಲೆಯ ಎಂಟು ಕ್ಷೇತ್ರಗಳಲ್ಲಿ, ಮೊಳಕಾಲ್ಮೂರು -ಚಳ್ಳಕೆರೆ ಎಸ್.ಟಿ ಮೀಸಲು ಕ್ಷೇತ್ರಗಳಾಗಿ, ಉಳಿದ ನಾಲ್ಕು ಕ್ಷೇತ್ರಗಳಾದ ಚಿತ್ರದುರ್ಗ, ಹಿರಿಯೂರು, ಹೊಳಲ್ಕೆರೆ, ಹೊಸದುರ್ಗ ಸಾಮಾನ್ಯ ಮೀಸಲು ಕ್ಷೇತ್ರ ಗಳಾಗಿದ್ದು, ಈ ಕ್ಷೇತ್ರಗಳಲ್ಲಿ ಸಹ ನಾಯಕ ಎಸ್.ಟಿ ಸಮುದಾಯ ಮತ್ತು ಮಾದರಾದಲ್ಲಿ ಹೆಚ್ಚಿನ ಪ್ರಮಾಣದಲ್ಲಿದೆ. ಚಿತ್ರದುರ್ಗ ಜಿಲ್ಲೆಯ ಬಿಜೆಪಿ ಪಕ್ಷದಲ್ಲಿ ಪಕ್ಷಾತೀತ ಸ್ಥಾನಮಾನ ನೀಡಲಾಗಿದೆ.: [32, 120, 235, 166]
- math-story-col1: ಚಿತ್ರದುರ್ಗ: ಜಿಲ್ಲೆಯ ವಿವಿಧ ಮಠಗಳಿಗೆ ಭೇಟಿ ನೀಡಿದ ನೂತನ ಬಿಜೆಪಿ ಜಿಲ್ಲಾಧ್ಯಕ್ಷ ಕೆ.ಟಿ.ಕುಮಾರಸ್ವಾಮಿ ಅವರು ಶ್ರೀಗಳ ಆಶೀರ್ವಾದ ಪಡೆದರು. ಮಾದಾರ ಚನ್ನಯ್ಯ ಗುರುಪೀಠ, ಮುರುಘಾ ಮಠ, ಭೋವಿ ಗುರುಪೀಠ ಸೇರಿದಂತೆ ವಿವಿಧ ಮಠಗಳಿಗೆ ತೆರಳಿ ಶ್ರೀಗಳನ್ನು ಭೇಟಿ ಮಾಡಿ ಆಶೀರ್ವಾದ ಪಡೆದರು.: [248, 808, 382, 864]
- story3-title: ಮಾಸಿಕ ಗೌರವ ಧನಕ್ಕಾಗಿ ಅರ್ಜಿ ಆಹ್ವಾನ: [32, 715, 191, 730]
- blood-story-title-1: ರಕ್ತ ನೀಡಿ, ಭರವಸೆ ನೀಡಿ:: [697, 333, 801, 348]
- mango-story-title: ಮಾವು, ಹಲಸು ಮತ್ತು ಇತರೆ ಹಣ್ಣುಗಳು ಪ್ರದರ್ಶನ ಮತ್ತು ಮಾರಾಟ ಮೇಳ: [697, 955, 893, 989]
- story3-body: ಬೆಂಗಳೂರು ನಗರ ಜಿಲ್ಲೆ: ಅಲ್ಪಸಂಖ್ಯಾತರ ಕಲ್ಯಾಣ ಇಲಾಖೆ ವತಿಯಿಂದ ಜೈನ್ ಸಮುದಾಯದ ಬಸದಿಗಳಲ್ಲಿರುವ ಪೂಜಾರಿಗಳಿಗೆ ಮಾಸಿಕ ಗೌರವ ಧನ ನೀಡಲು ಅರ್ಹ ಅಭ್ಯರ್ಥಿಗಳಿಂದ ಅರ್ಜಿ ಆಹ್ವಾನಿಸಲಾಗಿದೆ. ಅರ್ಜಿ ಸಲ್ಲಿಸಲು ಜೂನ್ 30 ಕೊನೆಯ ದಿನವಾಗಿದೆ. ಹೆಚ್ಚಿನ ಮಾಹಿತಿಗಾಗಿ ದೂ.ಸಂ: 080-22866718 ಸಂಪರ್ಕಿಸಬಹುದು ಎಂದು ಜಿಲ್ಲಾ ಅಧಿಕಾರಿಗಳು ತಿಳಿಸಿದ್ದಾರೆ.: [32, 736, 235, 782]
- bottom-story-col4: ಗುಬ್ಬಿ ತಾಲ್ಲೂಕಿನ ಅಡಗೊಂಡನಹಳ್ಳಿಯಲ್ಲಿ ನೂತನವಾಗಿ ಆರಂಭಿಸಿದ ಹಾಲು ಉತ್ಪಾದಕರ ಸಹಕಾರ ಸಂಘದ ಡೈರಿಯನ್ನು ಉದ್ಘಾಟಿಸಿ ಮಾತನಾಡಿ, ರೈತರು ಹೈನುಗಾರಿಕೆಯಿಂದ ಆರ್ಥಿಕವಾಗಿ ಸದೃಢರಾಗಬೇಕು. ಸರ್ಕಾರ ಹಾಲಿಗೆ ಪ್ರೋತ್ಸಾಹ ಧನ ನೀಡುತ್ತಿದೆ. ಗ್ರಾಮದಲ್ಲಿ 500 ಲೀಟರ್ ಹಾಲು ಸಂಗ್ರಹವಾಗುವ ನಿರೀಕ್ಷೆ ಇದೆ ಎಂದರು. ಈ ಸಂದರ್ಭದಲ್ಲಿ ತುಮುಲ್ ನಿರ್ದೇಶಕರು, ಗ್ರಾಮ ಪಂಚಾಯಿತಿ ಸದಸ್ಯರು, ಡೈರಿ ಅಧ್ಯಕ್ಷರು ಹಾಗೂ ಗ್ರಾಮಸ್ಥರು ಭಾಗವಹಿಸಿದ್ದರು.: [442, 1262, 592, 1336]
- mid-story-title: ಸ್ನೇಹತ್ವದಿಂದ ಎಲ್ಲವನ್ನೂ ಪಡೆಯಬಹುದು: ಹೊಸಪೇಟೆ ಅಶ್ವಥ್: [248, 331, 532, 347]
- mid-story-col3: ಹೊಸಕೋಟೆ: ಈ ಜಗತ್ತಿನಲ್ಲಿ ಎಲ್ಲ ಬಗೆಯ ಬಾಂಧವ್ಯಗಳಿಗಿಂತ ಸ್ನೇಹತ್ವಕ್ಕೆ ಅತ್ಯುನ್ನತ ಸ್ಥಾನವಿದೆ. ಸ್ನೇಹತ್ವದಿಂದ ಎಲ್ಲವನ್ನೂ ಪಡೆಯಬಹುದು ಎಂದು ಹೊಸಪೇಟೆ ಅಶ್ವಥ್ ಹೇಳಿದರು. ಹಿರಿಯ ಶಾಲೆಯ ಹಳೆಯ ವಿದ್ಯಾರ್ಥಿಗಳ ಸ್ನೇಹ ಸಮ್ಮಿಲನ ಕಾರ್ಯಕ್ರಮದಲ್ಲಿ ಮಾತನಾಡಿ, ನಮ್ಮ ಜೀವನದಲ್ಲಿ ಸ್ನೇಹಿತರು ಪ್ರತಿಯೊಂದು ಹಂತದಲ್ಲೂ ಜೊತೆಯಾಗಿ ನಿಲ್ಲುತ್ತಾರೆ. ಗುರುಗಳ ಮಾರ್ಗದರ್ಶನದಿಂದ ನಾವು ಇಂದು ಉತ್ತಮ ಸ್ಥಾನದಲ್ಲಿದ್ದೇವೆ ಎಂದರು. ಕಾರ್ಯಕ್ರಮದಲ್ಲಿ ನಿವೃತ್ತ ಶಿಕ್ಷಕರನ್ನು ಸನ್ಮಾನಿಸಲಾಯಿತು. ಹಳೆಯ ವಿದ್ಯಾರ್ಥಿಗಳು, ಗ್ರಾಮಸ್ಥರು ಭಾಗವಹಿಸಿದ್ದರು.: [534, 352, 684, 436]
- top-story-col5: ಕನಕಪುರ: ಹಾರೋಹಳ್ಳಿಯ ಕೆಂಚನಕುಪ್ಪೆ ಗ್ರಾಮೀಣ ಸ್ವ ಉದ್ಯೋಗ ತರಬೇತಿ ಸಂಸ್ಥೆಯಲ್ಲಿ 30 ದಿನಗಳ ಕಾಲ ನಡೆದಂತಹ ಉಚಿತ ಮಹಿಳಾ ಹೊಲಿಗೆ ತರಬೇತಿ ಶಿಬಿರದ ಸಮಾರೋಪ ಸಮಾರಂಭ ಹಾಗೂ ಪ್ರಮಾಣ ಪತ್ರ ವಿತರಣಾ ಕಾರ್ಯಕ್ರಮ ಆಯೋಜಿಸಲಾಗಿತ್ತು. ಮುಖ್ಯ ಅತಿಥಿಗಳಾಗಿ ಆಗಮಿಸಿದ್ದ ನಾಗವೇಣಿ ಅವರು ಮಾತನಾಡಿ ಇಂದಿನ ದಿನಗಳಲ್ಲಿ ಹೊಲಿಗೆ ವೃತ್ತಿಗೆ ಉತ್ತಮವಾದ ಬೇಡಿಕೆಯಿದ್ದು, ಮಹಿಳೆಯರು ಸ್ವಾವಲಂಬಿ ಜೀವನ ನಡೆಸಲು ಇದು ಸಹಕಾರಿಯಾಗಲಿದೆ. ಮಹಿಳೆಯರು ತಮ್ಮ ಆಸಕ್ತಿಗನುಗುಣವಾಗಿ ಒಂದೊಂದು ವೃತ್ತಿಯಲ್ಲಿ ಕೌಶಲ್ಯ ಬೆಳೆಸಿಕೊಂಡು ಆರ್ಥಿಕವಾಗಿ ಸದೃಢರಾಗಬೇಕು ಎಂದು ಹೇಳಿದರು. ಸಂಸ್ಥೆಯ ನಿರ್ದೇಶಕರು ಮಾತನಾಡಿ ತರಬೇತಿ ಪಡೆದ ಎಲ್ಲಾ ಶಿಬಿರಾರ್ಥಿಗಳಿಗೆ ಪ್ರಮಾಣ ಪತ್ರ ವಿತರಿಸಿದರು. ಕಾರ್ಯಕ್ರಮದಲ್ಲಿ ಸಂಸ್ಥೆಯ ಸಿಬ್ಬಂದಿ ವರ್ಗ, ಶಿಬಿರಾರ್ಥಿಗಳು, ಗ್ರಾಮಸ್ಥರು ಉಪಸ್ಥಿತರಿದ್ದರು.: [756, 132, 920, 244]
- top-story-col3: ಕನಕಪುರ: ಹಾರೋಹಳ್ಳಿಯ ಕೆಂಚನಕುಪ್ಪೆ ಗ್ರಾಮೀಣ ಸ್ವ ಉದ್ಯೋಗ ತರಬೇತಿ ಸಂಸ್ಥೆಯಲ್ಲಿ 30 ದಿನಗಳ ಕಾಲ ನಡೆದಂತಹ ಉಚಿತ ಮಹಿಳಾ ಹೊಲಿಗೆ ತರಬೇತಿ ಶಿಬಿರದ ಸಮಾರೋಪ ಸಮಾರಂಭ ಹಾಗೂ ಪ್ರಮಾಣ ಪತ್ರ ವಿತರಣಾ ಕಾರ್ಯಕ್ರಮ ಆಯೋಜಿಸಲಾಗಿತ್ತು. ಮುಖ್ಯ ಅತಿಥಿಗಳಾಗಿ ಆಗಮಿಸಿದ್ದ ನಾಗವೇಣಿ ಅವರು ಮಾತನಾಡಿ: [482, 262, 604, 318]
- math-story-photo: [248, 666, 520, 804]
- mango-story-body: ದಾವಣಗೆರೆ: ತೋಟಗಾರಿಕೆ ಇಲಾಖೆಯ ವತಿಯಿಂದ ಜೂನ್ 16 ರಿಂದ 18 ರವರೆಗೆ ನಗರದ ಗಾಜಿನ ಮನೆ ಆವರಣದಲ್ಲಿ ಮಾವು, ಹಲಸು ಮತ್ತು ಇತರೆ ಹಣ್ಣುಗಳ ಪ್ರದರ್ಶನ ಮತ್ತು ಮಾರಾಟ ಮೇಳ ಆಯೋಜಿಸಲಾಗಿದೆ. ಜಿಲ್ಲೆಯ ರೈತರು ಬೆಳೆದ ವಿವಿಧ ತಳಿಯ ಮಾವಿನ ಹಣ್ಣುಗಳು ಮಾರಾಟಕ್ಕೆ ಲಭ್ಯವಿರಲಿದ್ದು, ರಾಸಾಯನಿಕ ಮುಕ್ತ ಹಣ್ಣುಗಳನ್ನು ಗ್ರಾಹಕರು ನೇರವಾಗಿ ರೈತರಿಂದ ಖರೀದಿಸಬಹುದು. ಮೇಳದಲ್ಲಿ ಸುಮಾರು 20-25 ಮಳಿಗೆಗಳನ್ನು ತೆರೆಯಲಾಗಿದೆ. ಬಾದಾಮಿ, ರಸಪುರಿ, ಮಲ್ಲಿಕಾ, ಸೇಂದೂರ, ತೋತಾಪುರಿ, ನೀಲಂ ಸೇರಿದಂತೆ ವಿವಿಧ ತಳಿಗಳು ಲಭ್ಯವಿರಲಿವೆ. ಸಾರ್ವಜನಿಕರು ಇದರ ಸದುಪಯೋಗ ಪಡೆದುಕೊಳ್ಳಬೇಕೆಂದು ತೋಟಗಾರಿಕೆ ಇಲಾಖೆ ಉಪನಿರ್ದೇಶಕರು ತಿಳಿಸಿದ್ದಾರೆ.: [697, 996, 915, 1061]
- issue-date: 15 ಜೂನ್ 2025: [816, 44, 894, 57]
- bottom-story-rule: [14, 1200, 924, 1201]
- bottom-story-col3: ಗುಬ್ಬಿ ತಾಲ್ಲೂಕಿನ ಅಡಗೊಂಡನಹಳ್ಳಿಯಲ್ಲಿ ನೂತನವಾಗಿ ಆರಂಭಿಸಿದ ಹಾಲು ಉತ್ಪಾದಕರ ಸಹಕಾರ ಸಂಘದ ಡೈರಿಯನ್ನು ಉದ್ಘಾಟಿಸಿ ಮಾತನಾಡಿ, ರೈತರು ಹೈನುಗಾರಿಕೆಯಿಂದ ಆರ್ಥಿಕವಾಗಿ ಸದೃಢರಾಗಬೇಕು. ಸರ್ಕಾರ ಹಾಲಿಗೆ ಪ್ರೋತ್ಸಾಹ ಧನ ನೀಡುತ್ತಿದೆ. ಗ್ರಾಮದಲ್ಲಿ 500 ಲೀಟರ್ ಹಾಲು ಸಂಗ್ರಹವಾಗುವ ನಿರೀಕ್ಷೆ ಇದೆ ಎಂದರು. ಈ ಸಂದರ್ಭದಲ್ಲಿ ತುಮುಲ್ ನಿರ್ದೇಶಕರು, ಗ್ರಾಮ ಪಂಚಾಯಿತಿ ಸದಸ್ಯರು, ಡೈರಿ ಅಧ್ಯಕ್ಷರು ಹಾಗೂ ಗ್ರಾಮಸ್ಥರು ಭಾಗವಹಿಸಿದ್ದರು.: [300, 1346, 438, 1420]
- issue-day: ಭಾನುವಾರ: [816, 26, 854, 39]
- vaccine-story-col3: ಕೋಲಾರ: ರೋಗ ನಿರೋಧಕ ಶಕ್ತಿ ಹೆಚ್ಚಿಸುವ ನಿಟ್ಟಿನಲ್ಲಿ ವಯಸ್ಕರಲ್ಲಿ ಬಿ.ಸಿ.ಜಿ ಲಸಿಕಾಕರಣ ಕಾರ್ಯಕ್ರಮವನ್ನು ಜಿಲ್ಲೆಯಲ್ಲಿ ಹಮ್ಮಿಕೊಳ್ಳಲಾಗಿದೆ. ಈ ಅಭಿಯಾನದ ಅಡಿಯಲ್ಲಿ 18 ವರ್ಷ ಮೇಲ್ಪಟ್ಟವರಿಗೆ ಹಾಗೂ 60 ವರ್ಷ ಮೇಲ್ಪಟ್ಟ ಹಿರಿಯ ನಾಗರಿಕರಿಗೆ ಲಸಿಕೆ ನೀಡಲಾಗುವುದು. ಕ್ಷಯ ರೋಗದ ನಿಯಂತ್ರಣಕ್ಕಾಗಿ ಬಿಸಿಜಿ ಲಸಿಕೆ ಪರಿಣಾಮಕಾರಿಯಾಗಿದ್ದು, ದೇಹ ದ್ರವ್ಯರಾಶಿ ಸೂಚ್ಯಂಕ (BMI) 18 ಕ್ಕಿಂತ ಕಡಿಮೆ ಇರುವವರು, ಮಧುಮೇಹಿಗಳು ಹಾಗೂ ಧೂಮಪಾನ ಮಾಡುವವರು ಲಸಿಕೆ ಪಡೆಯಬೇಕು. ಈ ಲಸಿಕೆ ಸಂಪೂರ್ಣವಾಗಿ ಸುರಕ್ಷಿತವಾಗಿದ್ದು, ಆರೋಗ್ಯ ಕಾರ್ಯಕರ್ತರು ಮನೆ ಮನೆಗೆ ಭೇಟಿ ನೀಡಿ ಅರ್ಹ ಫಲಾನುಭವಿಗಳನ್ನು ಗುರುತಿಸಲಿದ್ದಾರೆ. ಜೂನ್ 21 ರಿಂದ ಈ ಅಭಿಯಾನ ಆರಂಭವಾಗಲಿದ್ದು, ಸಾರ್ವಜನಿಕರು ಸಹಕರಿಸಬೇಕೆಂದು ಜಿಲ್ಲಾ ಆರೋಗ್ಯಾಧಿಕಾರಿಗಳು ಮನವಿ ಮಾಡಿದ್ದಾರೆ.: [538, 930, 684, 1051]
- header-divider: [62, 40, 68, 62]
- story4-title: ಅರ್ಜಿ ಆಹ್ವಾನ: [32, 919, 90, 934]
